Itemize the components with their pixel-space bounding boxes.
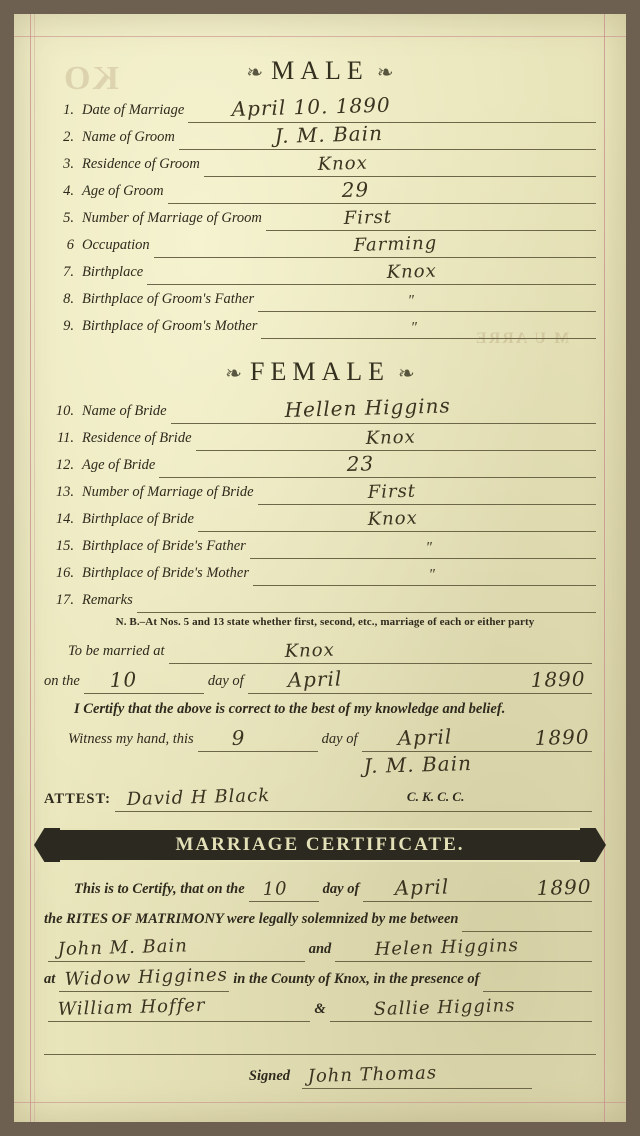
attest-label: ATTEST: bbox=[44, 791, 111, 807]
male-section-heading bbox=[44, 56, 596, 86]
row-number: 3. bbox=[63, 156, 74, 172]
row-label: Remarks bbox=[82, 592, 133, 608]
witness1-rule bbox=[48, 994, 310, 1022]
form-row bbox=[44, 150, 596, 177]
row-label: Residence of Bride bbox=[82, 430, 192, 446]
at-label: at bbox=[44, 971, 56, 987]
row-number: 12. bbox=[55, 457, 74, 473]
row-value: J. M. Bain bbox=[274, 120, 384, 148]
row-value: Hellen Higgins bbox=[283, 393, 451, 422]
witness-day-of-label: day of bbox=[321, 731, 358, 747]
place-line bbox=[44, 962, 596, 992]
cert-day-rule bbox=[249, 878, 319, 902]
row-number: 5. bbox=[63, 210, 74, 226]
signed-rule bbox=[302, 1062, 532, 1089]
row-number: 15. bbox=[55, 538, 74, 554]
female-section-heading bbox=[44, 357, 596, 387]
attest-line bbox=[44, 782, 596, 812]
witness-hand-line bbox=[44, 722, 596, 752]
row-label: Number of Marriage of Bride bbox=[82, 484, 254, 500]
row-value: Knox bbox=[367, 507, 418, 530]
bleed-through-text-2: M U ARRE bbox=[474, 330, 570, 347]
row-rule bbox=[159, 451, 596, 478]
place-value: Widow Higgines bbox=[64, 964, 229, 990]
row-label: Residence of Groom bbox=[82, 156, 200, 172]
form-row bbox=[44, 393, 596, 424]
nb-note: N. B.–At Nos. 5 and 13 state whether first, second, etc., marriage of each or either party bbox=[115, 616, 535, 628]
place-rule bbox=[59, 964, 229, 992]
row-rule bbox=[168, 177, 596, 204]
row-number: 8. bbox=[63, 291, 74, 307]
row-value: Knox bbox=[364, 426, 416, 449]
row-number: 2. bbox=[63, 129, 74, 145]
row-value: First bbox=[343, 206, 393, 229]
form-row bbox=[44, 559, 596, 586]
witness2-value: Sallie Higgins bbox=[373, 995, 516, 1020]
banner-text: MARRIAGE CERTIFICATE. bbox=[175, 834, 465, 855]
row-label: Birthplace bbox=[82, 264, 144, 280]
attest-value: David H Black bbox=[126, 785, 271, 810]
signed-value: John Thomas bbox=[307, 1062, 438, 1087]
to-be-married-line bbox=[44, 634, 596, 664]
row-rule bbox=[171, 393, 596, 424]
to-be-married-value: Knox bbox=[283, 639, 335, 662]
row-number: 4. bbox=[63, 183, 74, 199]
witness-label: Witness my hand, this bbox=[68, 731, 194, 747]
red-margin-line-bottom bbox=[14, 1102, 626, 1103]
row-value: 23 bbox=[346, 451, 375, 476]
witness1-value: William Hoffer bbox=[57, 994, 206, 1020]
row-rule bbox=[258, 480, 596, 505]
witness-amp-label: & bbox=[314, 1001, 326, 1017]
clerk-title: C. K. C. C. bbox=[406, 789, 465, 804]
witness-day-value: 9 bbox=[231, 725, 246, 750]
groom-signature: J. M. Bain bbox=[363, 750, 473, 778]
cert-year-value: 1890 bbox=[536, 874, 592, 900]
red-margin-line-left-inner bbox=[34, 14, 35, 1122]
row-number: 11. bbox=[56, 430, 74, 446]
row-number: 6 bbox=[66, 237, 74, 253]
form-row bbox=[44, 451, 596, 478]
row-value: ″ bbox=[407, 292, 416, 310]
row-label: Date of Marriage bbox=[82, 102, 185, 118]
row-label: Birthplace of Bride bbox=[82, 511, 194, 527]
flourish-left-icon: ❧ bbox=[225, 363, 242, 385]
male-heading-text: MALE bbox=[271, 56, 369, 85]
row-number: 17. bbox=[55, 592, 74, 608]
bride-name-rule bbox=[335, 934, 592, 962]
certificate-date-line bbox=[44, 872, 596, 902]
row-number: 1. bbox=[63, 102, 74, 118]
form-row bbox=[44, 204, 596, 231]
row-label: Name of Bride bbox=[82, 403, 167, 419]
witness-year-value: 1890 bbox=[534, 724, 590, 750]
day-rule bbox=[84, 667, 204, 694]
form-row bbox=[44, 586, 596, 613]
certify-that-label: This is to Certify, that on the bbox=[74, 881, 245, 897]
row-label: Birthplace of Bride's Mother bbox=[82, 565, 250, 581]
row-rule bbox=[137, 592, 596, 613]
row-rule bbox=[147, 260, 596, 285]
bleed-through-text-1: KO bbox=[62, 60, 119, 97]
form-content bbox=[44, 48, 596, 1089]
row-rule bbox=[196, 426, 596, 451]
to-be-married-rule bbox=[169, 639, 592, 664]
rites-text: the RITES OF MATRIMONY were legally solemnized by me between bbox=[44, 911, 459, 927]
on-the-label: on the bbox=[44, 673, 80, 689]
witnesses-line bbox=[44, 992, 596, 1022]
row-number: 16. bbox=[55, 565, 74, 581]
row-value: First bbox=[366, 480, 416, 503]
form-row bbox=[44, 478, 596, 505]
row-label: Birthplace of Groom's Father bbox=[82, 291, 255, 307]
row-rule bbox=[258, 291, 596, 312]
witness-month-rule bbox=[362, 724, 592, 752]
flourish-left-icon: ❧ bbox=[246, 62, 264, 84]
blank-rule bbox=[44, 1030, 596, 1055]
row-value: Knox bbox=[386, 260, 438, 283]
row-rule bbox=[261, 318, 596, 339]
row-label: Age of Groom bbox=[82, 183, 164, 199]
county-label: in the County of Knox, in the presence of bbox=[233, 971, 480, 987]
cert-day-of-label: day of bbox=[322, 881, 360, 897]
row-number: 10. bbox=[55, 403, 74, 419]
row-rule bbox=[198, 507, 596, 532]
witness-day-rule bbox=[198, 725, 318, 752]
signed-line bbox=[44, 1055, 596, 1089]
row-rule bbox=[204, 152, 596, 177]
marriage-certificate-banner bbox=[44, 828, 596, 862]
row-rule bbox=[179, 120, 596, 150]
female-heading-text: FEMALE bbox=[250, 357, 390, 386]
red-margin-line-top bbox=[14, 36, 626, 37]
day-of-label: day of bbox=[207, 673, 244, 689]
row-rule bbox=[188, 92, 596, 123]
form-row bbox=[44, 424, 596, 451]
row-number: 14. bbox=[55, 511, 74, 527]
row-label: Name of Groom bbox=[82, 129, 175, 145]
form-row bbox=[44, 231, 596, 258]
row-rule bbox=[250, 538, 596, 559]
red-margin-line-left bbox=[30, 14, 31, 1122]
witness-month-value: April bbox=[396, 724, 453, 750]
form-row bbox=[44, 312, 596, 339]
row-value: ″ bbox=[428, 566, 437, 584]
cert-day-value: 10 bbox=[262, 878, 288, 900]
couple-line bbox=[44, 932, 596, 962]
groom-signature-area bbox=[44, 752, 596, 782]
and-label: and bbox=[308, 941, 332, 957]
day-value: 10 bbox=[109, 667, 138, 692]
row-label: Occupation bbox=[82, 237, 150, 253]
row-rule bbox=[266, 206, 596, 231]
form-row bbox=[44, 258, 596, 285]
certify-text: I Certify that the above is correct to the best of my knowledge and belief. bbox=[74, 701, 506, 717]
certify-statement bbox=[44, 694, 596, 722]
red-margin-line-right bbox=[604, 14, 605, 1122]
flourish-right-icon: ❧ bbox=[376, 62, 394, 84]
form-row bbox=[44, 120, 596, 150]
cert-month-rule bbox=[363, 874, 592, 902]
row-number: 7. bbox=[63, 264, 74, 280]
row-value: Knox bbox=[317, 152, 368, 175]
row-value: ″ bbox=[410, 319, 419, 337]
flourish-right-icon: ❧ bbox=[398, 363, 415, 385]
signed-label: Signed bbox=[248, 1068, 290, 1084]
county-rule bbox=[483, 971, 592, 992]
row-label: Birthplace of Bride's Father bbox=[82, 538, 246, 554]
attest-rule bbox=[115, 785, 592, 812]
month-rule bbox=[248, 666, 592, 694]
cert-month-value: April bbox=[394, 874, 450, 900]
row-label: Age of Bride bbox=[82, 457, 156, 473]
form-row bbox=[44, 505, 596, 532]
year-value: 1890 bbox=[530, 666, 586, 692]
month-value: April bbox=[287, 666, 343, 692]
rites-line bbox=[44, 902, 596, 932]
row-value: Farming bbox=[353, 232, 438, 256]
groom-name-rule bbox=[48, 935, 305, 962]
row-value: April 10. 1890 bbox=[231, 92, 392, 121]
row-label: Birthplace of Groom's Mother bbox=[82, 318, 258, 334]
to-be-married-label: To be married at bbox=[68, 643, 165, 659]
row-value: ″ bbox=[425, 539, 434, 557]
bride-name-value: Helen Higgins bbox=[374, 934, 520, 960]
form-row bbox=[44, 177, 596, 204]
rites-rule bbox=[462, 911, 592, 932]
witness2-rule bbox=[330, 995, 592, 1022]
on-the-day-line bbox=[44, 664, 596, 694]
row-rule bbox=[154, 232, 596, 258]
row-value: 29 bbox=[340, 177, 370, 202]
row-number: 9. bbox=[63, 318, 74, 334]
form-row bbox=[44, 285, 596, 312]
groom-name-value: John M. Bain bbox=[57, 935, 189, 960]
certificate-body bbox=[44, 872, 596, 1089]
row-label: Number of Marriage of Groom bbox=[82, 210, 262, 226]
row-rule bbox=[253, 565, 596, 586]
row-number: 13. bbox=[55, 484, 74, 500]
form-row bbox=[44, 532, 596, 559]
form-row bbox=[44, 92, 596, 123]
